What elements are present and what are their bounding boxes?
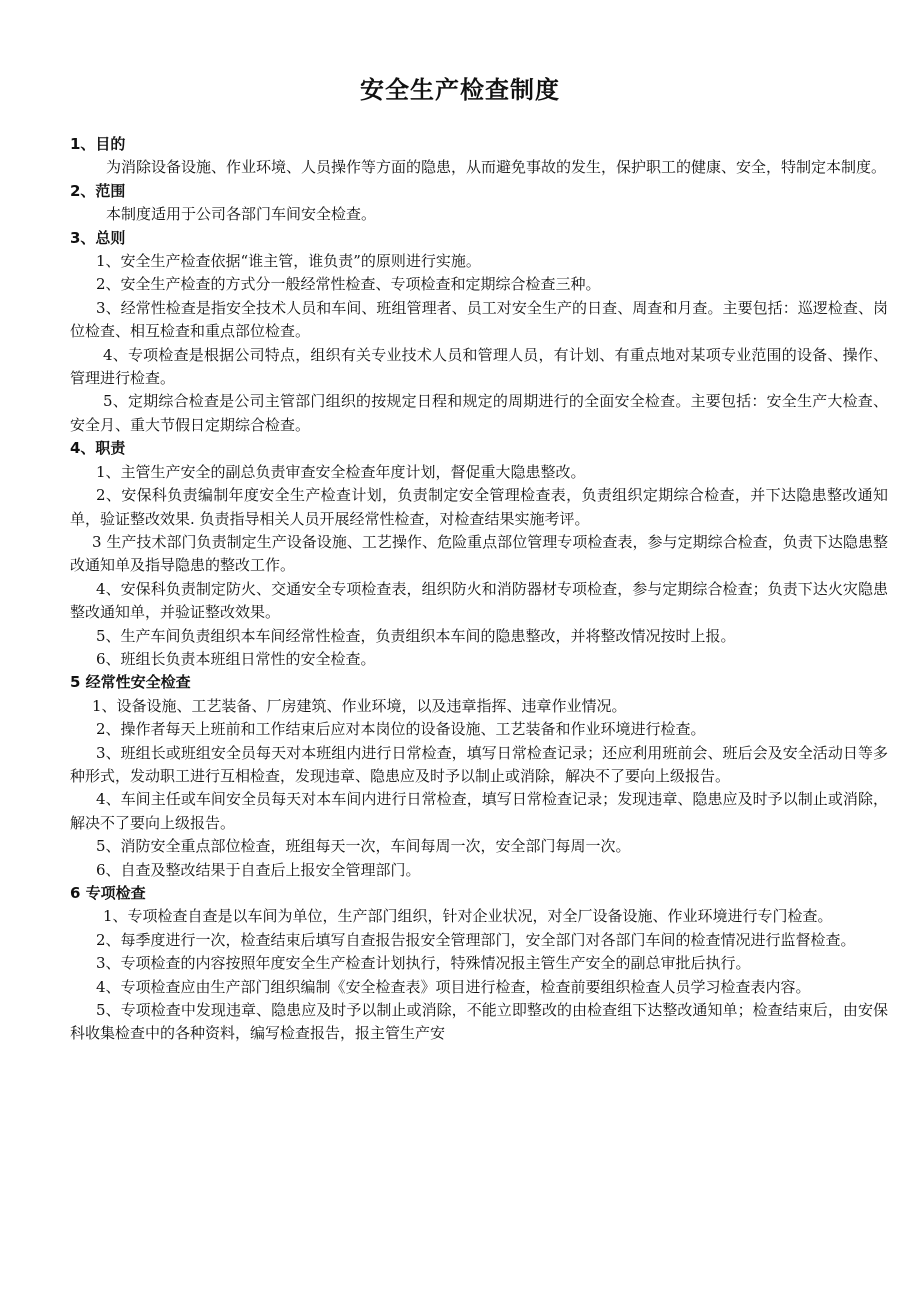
paragraph: 2、操作者每天上班前和工作结束后应对本岗位的设备设施、工艺装备和作业环境进行检查。: [96, 720, 706, 739]
paragraph: 本制度适用于公司各部门车间安全检查。: [106, 205, 377, 224]
paragraph: 5、消防安全重点部位检查，班组每天一次，车间每周一次，安全部门每周一次。: [96, 837, 631, 856]
paragraph: 4、专项检查应由生产部门组织编制《安全检查表》项目进行检查，检查前要组织检查人员学习检查表内容。: [96, 977, 811, 996]
paragraph: 5、定期综合检查是公司主管部门组织的按规定日程和规定的周期进行的全面安全检查。主要包括：安全生产大检查、安全月、重大节假日定期综合检查。: [70, 392, 888, 434]
section-heading-scope: 2、范围: [70, 181, 126, 200]
section-heading-special-inspection: 6 专项检查: [70, 884, 146, 902]
paragraph: 为消除设备设施、作业环境、人员操作等方面的隐患，从而避免事故的发生，保护职工的健康、安全，特制定本制度。: [106, 158, 887, 177]
paragraph: 5、生产车间负责组织本车间经常性检查，负责组织本车间的隐患整改，并将整改情况按时上报。: [96, 626, 736, 645]
section-heading-general: 3、总则: [70, 228, 126, 247]
paragraph: 6、班组长负责本班组日常性的安全检查。: [96, 649, 376, 668]
document-body: [70, 133, 888, 1046]
paragraph: 1、安全生产检查依据“谁主管，谁负责”的原则进行实施。: [96, 252, 481, 271]
paragraph: 5、专项检查中发现违章、隐患应及时予以制止或消除，不能立即整改的由检查组下达整改通知单；检查结束后，由安保科收集检查中的各种资料，编写检查报告，报主管生产安: [70, 1001, 888, 1043]
section-heading-responsibilities: 4、职责: [70, 439, 126, 458]
paragraph: 3、经常性检查是指安全技术人员和车间、班组管理者、员工对安全生产的日查、周查和月查。主要包括：巡逻检查、岗位检查、相互检查和重点部位检查。: [70, 298, 888, 341]
paragraph: 2、安保科负责编制年度安全生产检查计划，负责制定安全管理检查表，负责组织定期综合检查，并下达隐患整改通知单，验证整改效果. 负责指导相关人员开展经常性检查，对检查结果实施考评。: [70, 486, 888, 528]
section-heading-routine-inspection: 5 经常性安全检查: [70, 673, 191, 692]
section-heading-purpose: 1、目的: [70, 135, 126, 153]
paragraph: 6、自查及整改结果于自查后上报安全管理部门。: [96, 860, 421, 879]
paragraph: 3、专项检查的内容按照年度安全生产检查计划执行，特殊情况报主管生产安全的副总审批后执行。: [96, 954, 751, 973]
paragraph: 1、设备设施、工艺装备、厂房建筑、作业环境，以及违章指挥、违章作业情况。: [92, 696, 627, 715]
paragraph: 2、安全生产检查的方式分一般经常性检查、专项检查和定期综合检查三种。: [96, 275, 601, 294]
paragraph: 1、主管生产安全的副总负责审查安全检查年度计划，督促重大隐患整改。: [96, 462, 586, 481]
document-title: 安全生产检查制度: [360, 76, 560, 104]
paragraph: 3、班组长或班组安全员每天对本班组内进行日常检查，填写日常检查记录；还应利用班前会、班后会及安全活动日等多种形式，发动职工进行互相检查，发现违章、隐患应及时予以制止或消除，解决不了要向上级报告。: [70, 743, 888, 785]
paragraph: 4、车间主任或车间安全员每天对本车间内进行日常检查，填写日常检查记录；发现违章、隐患应及时予以制止或消除，解决不了要向上级报告。: [70, 790, 888, 832]
paragraph: 4、安保科负责制定防火、交通安全专项检查表，组织防火和消防器材专项检查，参与定期综合检查；负责下达火灾隐患整改通知单，并验证整改效果。: [70, 579, 888, 622]
paragraph: 4、专项检查是根据公司特点，组织有关专业技术人员和管理人员，有计划、有重点地对某项专业范围的设备、操作、管理进行检查。: [70, 345, 888, 388]
paragraph: 1、专项检查自查是以车间为单位，生产部门组织，针对企业状况，对全厂设备设施、作业环境进行专门检查。: [103, 907, 833, 926]
paragraph: 3 生产技术部门负责制定生产设备设施、工艺操作、危险重点部位管理专项检查表，参与定期综合检查，负责下达隐患整改通知单及指导隐患的整改工作。: [70, 532, 888, 575]
paragraph: 2、每季度进行一次，检查结束后填写自查报告报安全管理部门，安全部门对各部门车间的检查情况进行监督检查。: [96, 930, 856, 949]
